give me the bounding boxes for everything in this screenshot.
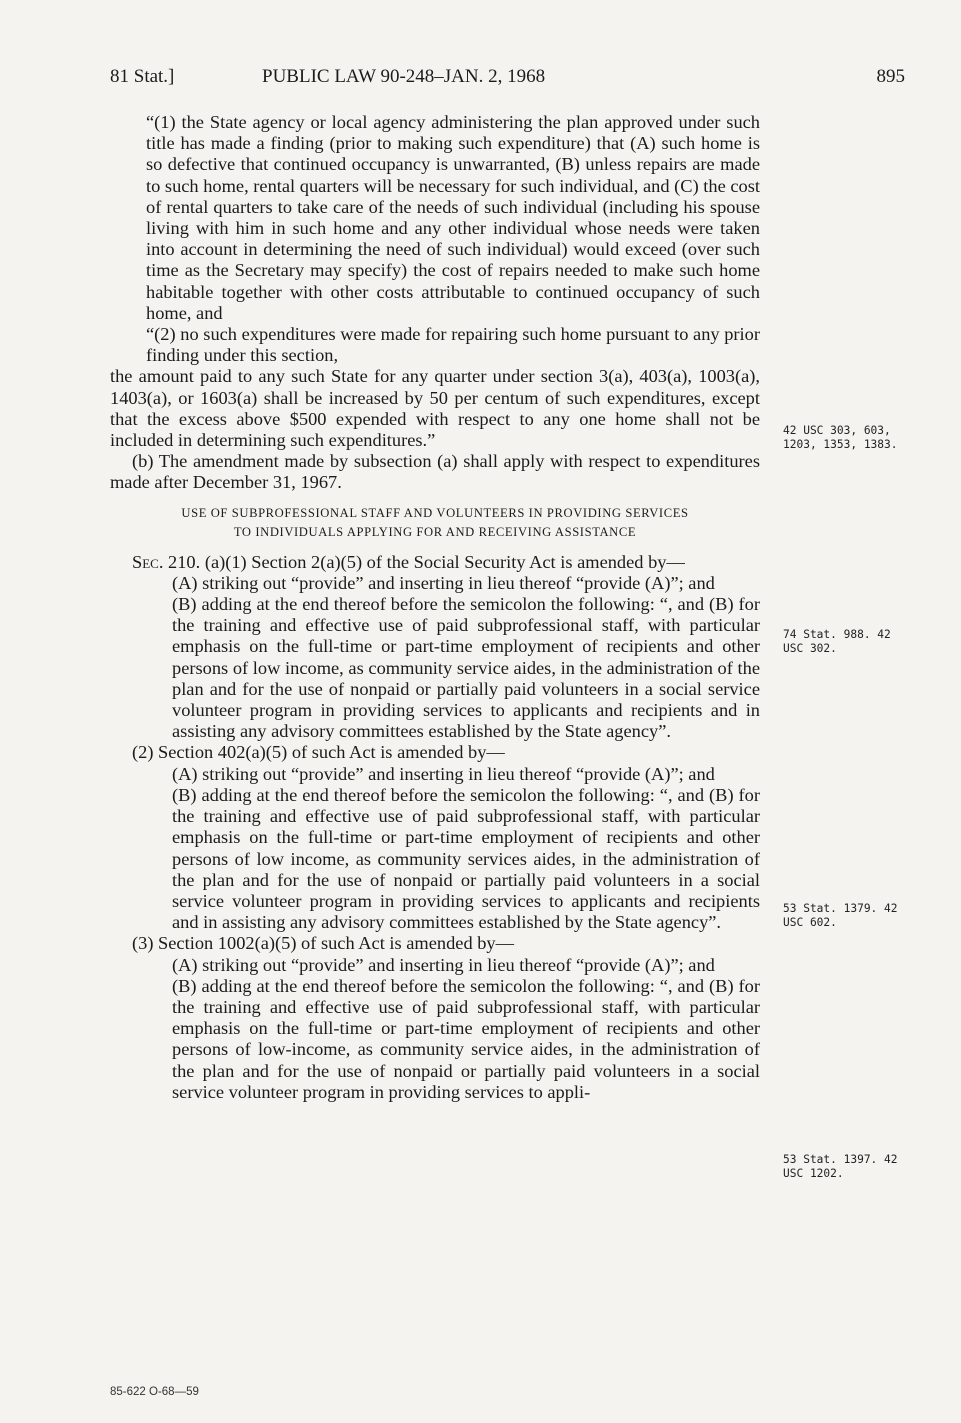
item-b-3: (B) adding at the end thereof before the semicolon the following: “, and (B) for the training and effective use of paid subprofessional staff, with particular emphasis on the full-time or part-time employment of recipients and other persons of low-income, as community service aides, in the administration of the plan and for the use of nonpaid or partially paid volunteers in a social service volunteer program in providing services to appli-	[172, 975, 760, 1102]
section-heading-line-1: USE OF SUBPROFESSIONAL STAFF AND VOLUNTEERS IN PROVIDING SERVICES	[181, 505, 689, 520]
section-heading-line-2: TO INDIVIDUALS APPLYING FOR AND RECEIVING ASSISTANCE	[233, 524, 637, 539]
item-b-2: (B) adding at the end thereof before the semicolon the following: “, and (B) for the training and effective use of paid subprofessional staff, with particular emphasis on the full-time or part-time employment of recipients and other persons of low income, as community services aides, in the administration of the plan and for the use of nonpaid or partially paid volunteers in a social service volunteer program in providing services to applicants and recipients and in assisting any advisory committees established by the State agency”.	[172, 784, 760, 933]
margin-note-1: 42 USC 303, 603, 1203, 1353, 1383.	[783, 424, 898, 451]
paragraph-2: (2) Section 402(a)(5) of such Act is amended by—	[132, 742, 505, 763]
item-b-1: (B) adding at the end thereof before the semicolon the following: “, and (B) for the training and effective use of paid subprofessional staff, with particular emphasis on the full-time or part-time employment of recipients and other persons of low income, as community service aides, in the administration of the plan and for the use of nonpaid or partially paid volunteers in a social service volunteer program in providing services to applicants and recipients and in assisting any advisory committees established by the State agency”.	[172, 594, 760, 742]
margin-note-2: 74 Stat. 988. 42 USC 302.	[783, 628, 891, 655]
clause-1: “(1) the State agency or local agency administering the plan approved under such title has made a finding (prior to making such expenditure) that (A) such home is so defective that continued occupancy is unwarranted, (B) unless repairs are made to such home, rental quarters will be necessary for such individual, and (C) the cost of rental quarters to take care of the needs of such individual (including his spouse living with him in such home and any other individual whose needs were taken into account in determining the need of such individual) would exceed (over such time as the Secretary may specify) the cost of repairs needed to make such home habitable together with other costs attributable to continued occupancy of such home, and	[146, 112, 760, 323]
item-a-1: (A) striking out “provide” and inserting in lieu thereof “provide (A)”; and	[172, 572, 715, 593]
margin-note-4: 53 Stat. 1397. 42 USC 1202.	[783, 1153, 898, 1180]
header-page-number: 895	[876, 66, 905, 87]
clause-2: “(2) no such expenditures were made for repairing such home pursuant to any prior finding under this section,	[146, 324, 760, 366]
subsection-b: (b) The amendment made by subsection (a) shall apply with respect to expenditures made after December 31, 1967.	[110, 451, 760, 493]
section-210-intro	[110, 552, 760, 573]
item-a-3: (A) striking out “provide” and inserting in lieu thereof “provide (A)”; and	[172, 954, 715, 975]
header-volume: 81 Stat.]	[110, 66, 175, 87]
paragraph-3: (3) Section 1002(a)(5) of such Act is amended by—	[132, 933, 515, 954]
print-code: 85-622 O-68—59	[110, 1386, 199, 1398]
page-header	[110, 66, 905, 94]
item-a-2: (A) striking out “provide” and inserting in lieu thereof “provide (A)”; and	[172, 763, 715, 784]
section-label: Sec.	[132, 551, 164, 572]
amount-paragraph: the amount paid to any such State for any quarter under section 3(a), 403(a), 1003(a), 1403(a), or 1603(a) shall be increased by 50 per centum of such expenditures, except that the excess above $500 expended with respect to any one home shall not be included in determining such expenditures.”	[110, 366, 760, 451]
statute-text	[110, 112, 760, 1103]
section-heading	[110, 504, 760, 542]
margin-note-3: 53 Stat. 1379. 42 USC 602.	[783, 902, 898, 929]
header-title: PUBLIC LAW 90-248–JAN. 2, 1968	[262, 66, 546, 87]
section-210-text: 210. (a)(1) Section 2(a)(5) of the Social Security Act is amended by—	[163, 551, 685, 572]
